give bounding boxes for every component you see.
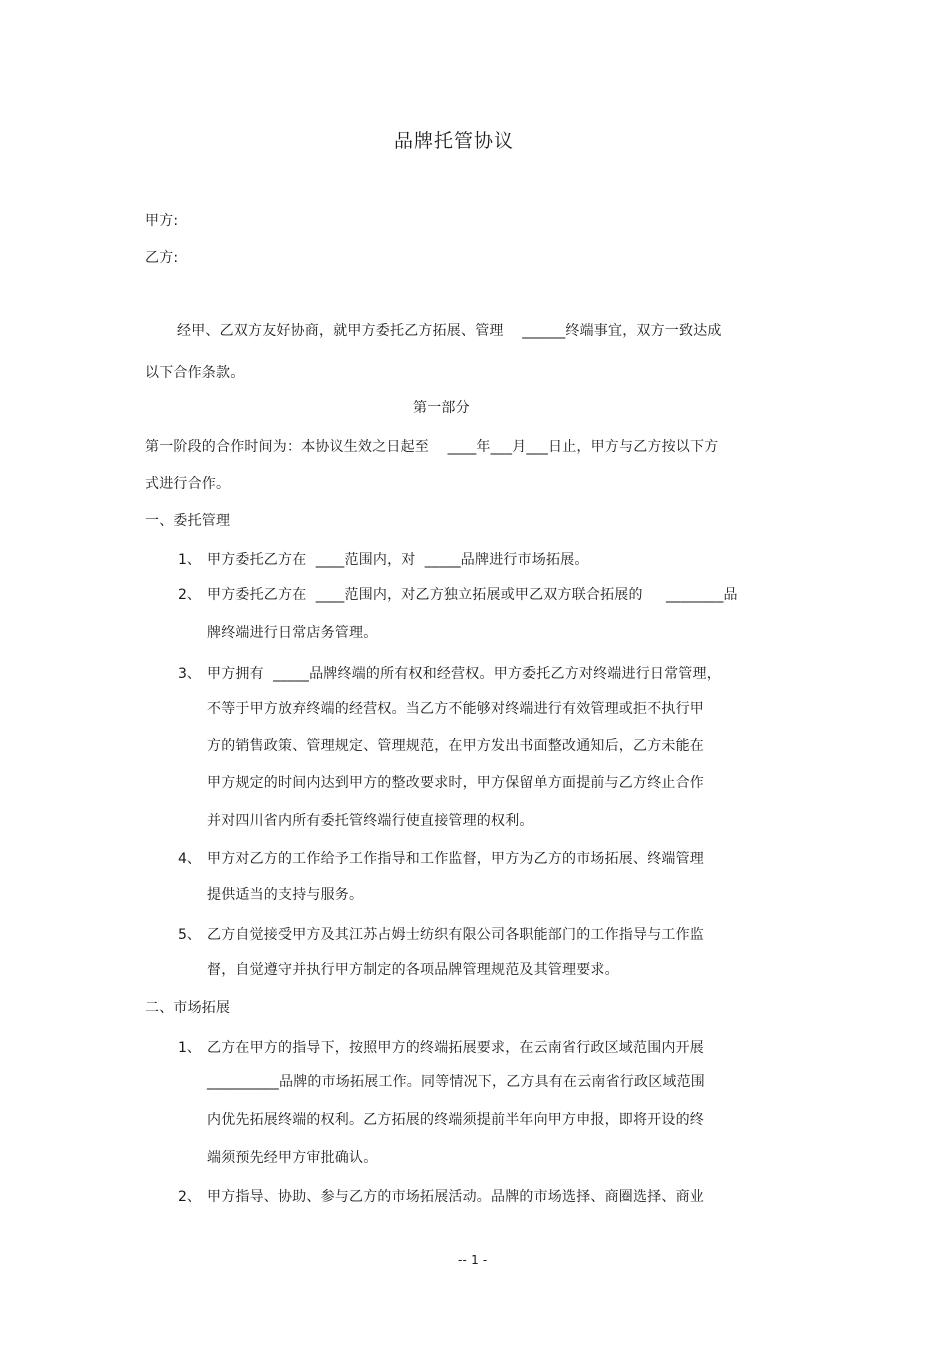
- list-item-line: 乙方自觉接受甲方及其江苏占姆士纺织有限公司各职能部门的工作指导与工作监: [207, 927, 704, 943]
- list-item-number: 2、: [178, 587, 201, 603]
- intro-paragraph-line: 经甲、乙双方友好协商，就甲方委托乙方拓展、管理 ______终端事宜，双方一致达成: [177, 323, 722, 339]
- list-item-line: 方的销售政策、管理规定、管理规范，在甲方发出书面整改通知后，乙方未能在: [207, 738, 704, 754]
- list-item-number: 4、: [178, 851, 201, 867]
- list-item-line: 甲方对乙方的工作给予工作指导和工作监督，甲方为乙方的市场拓展、终端管理: [207, 851, 704, 867]
- period-paragraph-line: 第一阶段的合作时间为：本协议生效之日起至 ____年___月___日止，甲方与乙方按以下方: [145, 439, 719, 455]
- list-item-line: 端须预先经甲方审批确认。: [207, 1150, 378, 1166]
- document-title: 品牌托管协议: [394, 130, 515, 152]
- list-item-line: 乙方在甲方的指导下，按照甲方的终端拓展要求，在云南省行政区域范围内开展: [207, 1040, 704, 1056]
- list-item-line: 提供适当的支持与服务。: [207, 887, 364, 903]
- party-a-label: 甲方:: [145, 213, 179, 229]
- list-item-number: 5、: [178, 927, 201, 943]
- list-item-line: 内优先拓展终端的权利。乙方拓展的终端须提前半年向甲方申报，即将开设的终: [207, 1112, 704, 1128]
- list-item-line: 甲方委托乙方在 ____范围内，对乙方独立拓展或甲乙双方联合拓展的 ________品: [207, 587, 738, 603]
- list-item-line: 不等于甲方放弃终端的经营权。当乙方不能够对终端进行有效管理或拒不执行甲: [207, 701, 704, 717]
- list-item-number: 3、: [178, 666, 201, 682]
- list-item-line: __________品牌的市场拓展工作。同等情况下，乙方具有在云南省行政区域范围: [207, 1074, 705, 1090]
- list-item-number: 2、: [178, 1189, 201, 1205]
- section-heading: 一、委托管理: [145, 513, 231, 529]
- list-item-line: 甲方指导、协助、参与乙方的市场拓展活动。品牌的市场选择、商圈选择、商业: [207, 1189, 704, 1205]
- intro-paragraph-line: 以下合作条款。: [145, 365, 245, 381]
- list-item-line: 甲方规定的时间内达到甲方的整改要求时，甲方保留单方面提前与乙方终止合作: [207, 775, 704, 791]
- list-item-number: 1、: [178, 552, 201, 568]
- page-number: -- 1 -: [458, 1253, 488, 1267]
- list-item-line: 并对四川省内所有委托管终端行使直接管理的权利。: [207, 813, 534, 829]
- list-item-line: 牌终端进行日常店务管理。: [207, 625, 378, 641]
- list-item-line: 甲方委托乙方在 ____范围内，对 _____品牌进行市场拓展。: [207, 552, 589, 568]
- party-b-label: 乙方:: [145, 250, 179, 266]
- list-item-line: 甲方拥有 _____品牌终端的所有权和经营权。甲方委托乙方对终端进行日常管理，: [207, 666, 721, 682]
- period-paragraph-line: 式进行合作。: [145, 476, 231, 492]
- list-item-line: 督，自觉遵守并执行甲方制定的各项品牌管理规范及其管理要求。: [207, 962, 619, 978]
- section-heading: 二、市场拓展: [145, 1000, 231, 1016]
- list-item-number: 1、: [178, 1040, 201, 1056]
- part-heading: 第一部分: [413, 400, 470, 416]
